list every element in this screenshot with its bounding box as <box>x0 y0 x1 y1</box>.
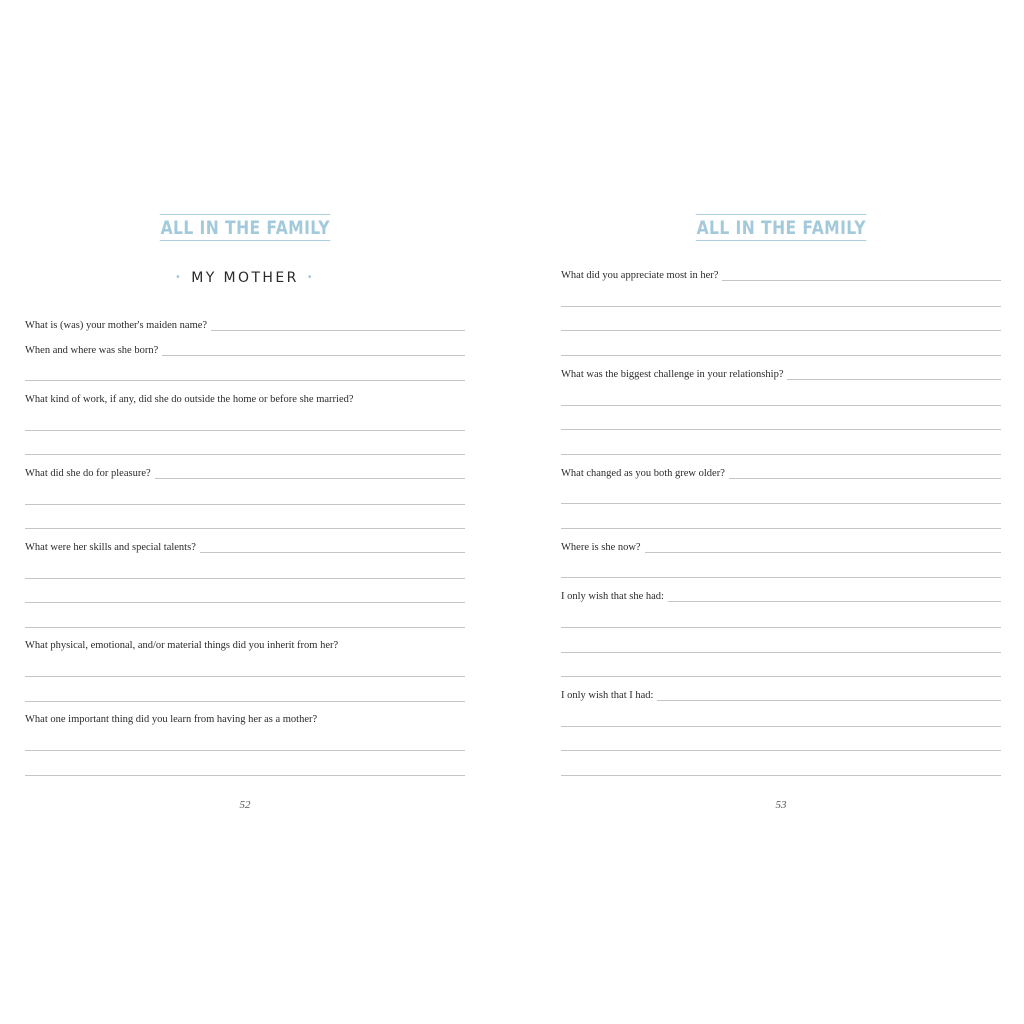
answer-line[interactable] <box>657 700 1001 701</box>
question-row[interactable] <box>561 466 1001 480</box>
answer-line[interactable] <box>25 750 465 751</box>
answer-line[interactable] <box>200 552 465 553</box>
section-header-title: ALL IN THE FAMILY <box>160 214 331 241</box>
question-label: Where is she now? <box>561 541 641 553</box>
answer-line[interactable] <box>729 478 1001 479</box>
right-page <box>561 0 1001 1024</box>
bullet-ornament-icon: • <box>174 272 184 283</box>
answer-line[interactable] <box>561 726 1001 727</box>
question-row[interactable] <box>25 466 465 480</box>
question-row[interactable] <box>25 540 465 554</box>
subtitle-text: MY MOTHER <box>191 270 299 286</box>
answer-line[interactable] <box>787 379 1001 380</box>
answer-line[interactable] <box>561 330 1001 331</box>
question-label: I only wish that she had: <box>561 591 664 603</box>
question-row[interactable] <box>25 343 465 357</box>
section-header-title: ALL IN THE FAMILY <box>696 214 867 241</box>
answer-line[interactable] <box>25 454 465 455</box>
answer-line[interactable] <box>561 775 1001 776</box>
question-row[interactable] <box>561 688 1001 702</box>
answer-line[interactable] <box>561 750 1001 751</box>
answer-line[interactable] <box>25 578 465 579</box>
answer-line[interactable] <box>25 602 465 603</box>
answer-line[interactable] <box>25 528 465 529</box>
question-label: What kind of work, if any, did she do outside the home or before she married? <box>25 393 354 405</box>
question-row[interactable] <box>561 268 1001 282</box>
answer-line[interactable] <box>561 528 1001 529</box>
answer-line[interactable] <box>25 775 465 776</box>
answer-line[interactable] <box>25 430 465 431</box>
section-header <box>25 214 465 241</box>
question-label: What did you appreciate most in her? <box>561 270 719 281</box>
question-row[interactable] <box>561 540 1001 554</box>
answer-line[interactable] <box>155 478 465 479</box>
answer-line[interactable] <box>645 552 1001 553</box>
answer-line[interactable] <box>561 503 1001 504</box>
answer-line[interactable] <box>25 627 465 628</box>
answer-line[interactable] <box>561 627 1001 628</box>
question-label: I only wish that I had: <box>561 689 654 701</box>
answer-line[interactable] <box>25 504 465 505</box>
question-row[interactable] <box>25 712 465 726</box>
question-label: What one important thing did you learn from having her as a mother? <box>25 714 318 726</box>
question-label: What did she do for pleasure? <box>25 467 151 479</box>
answer-line[interactable] <box>722 280 1001 281</box>
answer-line[interactable] <box>561 429 1001 430</box>
answer-line[interactable] <box>561 676 1001 677</box>
page-number: 52 <box>239 799 251 811</box>
answer-line[interactable] <box>561 405 1001 406</box>
answer-line[interactable] <box>561 306 1001 307</box>
question-label: What changed as you both grew older? <box>561 467 725 479</box>
answer-line[interactable] <box>162 355 465 356</box>
answer-line[interactable] <box>561 454 1001 455</box>
page-subtitle <box>25 270 465 286</box>
answer-line[interactable] <box>561 577 1001 578</box>
question-row[interactable] <box>561 589 1001 603</box>
answer-line[interactable] <box>25 380 465 381</box>
left-page <box>25 0 465 1024</box>
section-header <box>561 214 1001 241</box>
question-row[interactable] <box>25 318 465 332</box>
answer-line[interactable] <box>25 676 465 677</box>
question-row[interactable] <box>25 638 465 652</box>
question-label: What were her skills and special talents? <box>25 541 196 553</box>
question-row[interactable] <box>561 367 1001 381</box>
question-row[interactable] <box>25 392 465 406</box>
question-label: What was the biggest challenge in your relationship? <box>561 368 784 380</box>
answer-line[interactable] <box>561 652 1001 653</box>
answer-line[interactable] <box>211 330 465 331</box>
answer-line[interactable] <box>668 601 1001 602</box>
answer-line[interactable] <box>561 355 1001 356</box>
question-label: When and where was she born? <box>25 344 159 356</box>
page-number: 53 <box>775 799 787 811</box>
question-label: What is (was) your mother's maiden name? <box>25 320 208 331</box>
bullet-ornament-icon: • <box>306 272 316 283</box>
question-label: What physical, emotional, and/or material things did you inherit from her? <box>25 640 339 652</box>
answer-line[interactable] <box>25 701 465 702</box>
